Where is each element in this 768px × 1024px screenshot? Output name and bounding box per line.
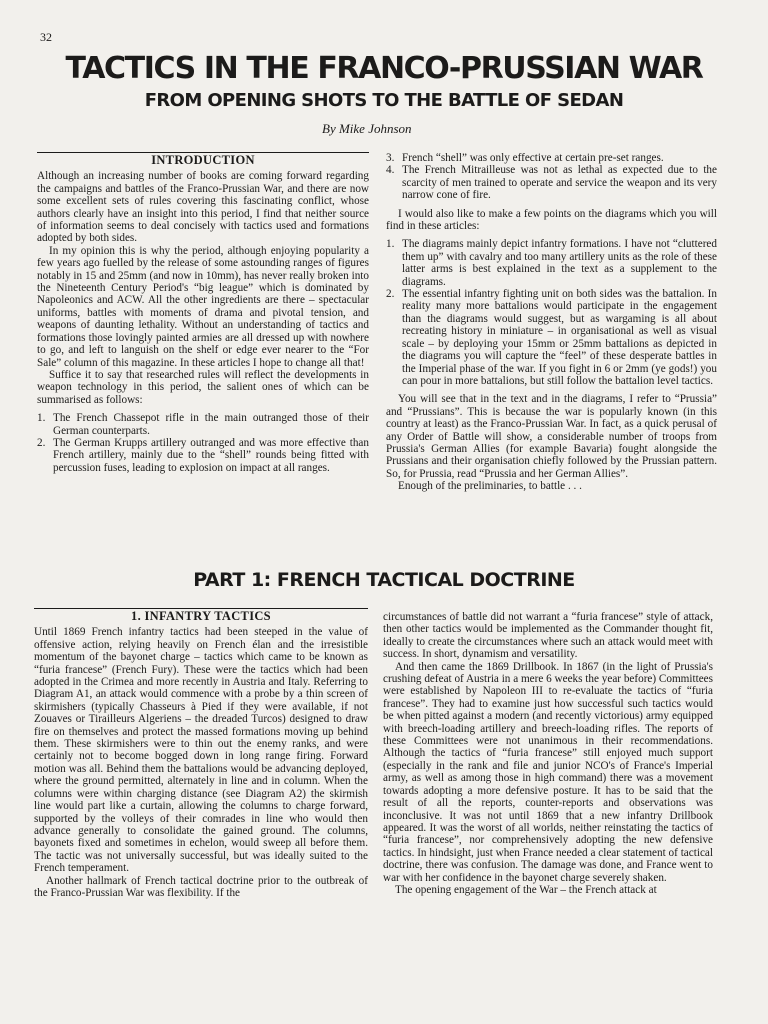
list-number: 2. <box>37 436 46 449</box>
list-number: 1. <box>386 238 395 251</box>
article-subtitle: FROM OPENING SHOTS TO THE BATTLE OF SEDAN <box>144 90 624 111</box>
infantry-paragraph: The opening engagement of the War – the French attack at <box>395 883 657 896</box>
list-number: 2. <box>386 288 395 301</box>
list-item <box>386 164 717 201</box>
article-title: TACTICS IN THE FRANCO-PRUSSIAN WAR <box>65 51 703 86</box>
list-item <box>386 288 717 387</box>
infantry-left-column <box>34 608 368 978</box>
page-number: 32 <box>40 30 52 44</box>
list-text: The German Krupps artillery outranged and was more effective than French artillery, mainly due to the “shell” rounds being fitted with percussion fuses, leading to explosion on impact at all ranges. <box>53 436 369 474</box>
list-number: 1. <box>37 412 46 425</box>
infantry-paragraph: And then came the 1869 Drillbook. In 1867 (in the light of Prussia's crushing defeat of Austria in a mere 6 weeks the year before) Committees were established by Napoleon III to re-evaluate the tactics of “furia francese”. They had to examine just how successful such tactics would be when pitted against a modern (and recently victorious) army equipped with breech-loading artillery and breech-loading rifles. The reports of these Committees were not unanimous in their recommendations. Although the tactics of “furia francese” still enjoyed much support (especially in the rank and file and junior NCO's of France's Imperial army, as well as among those in high command) there was a movement towards adopting a more defensive posture. It has to be said that the result of all the reports, counter-reports and observations was inconclusive. It was not until 1869 that a new infantry Drillbook appeared. It was the worst of all worlds, neither reinstating the tactics of “furia francese”, nor comprehensively adopting the new defensive tactics. In hindsight, just when France needed a clear statement of tactical doctrine, there was confusion. The damage was done, and France went to war with her confidence in the bayonet charge severely shaken. <box>383 660 713 884</box>
weapons-list <box>37 412 369 474</box>
intro-paragraph: Suffice it to say that researched rules will reflect the developments in weapon technology in this period, the salient ones of which can be summarised as follows: <box>37 368 369 406</box>
list-text: The essential infantry fighting unit on both sides was the battalion. In reality many more battalions would participate in the engagement than the diagrams would suggest, but as wargaming is all about recreating history in miniature – in organisational as well as visual scale – by deploying your 15mm or 25mm battalions as depicted in the diagrams you will capture the “feel” of these desperate battles in the Imperial phase of the war. If you fight in 6 or 2mm (ye gods!) you can pour in more battalions, but still follow the battalion level tactics. <box>402 288 717 387</box>
list-item <box>37 437 369 474</box>
intro-paragraph: Although an increasing number of books are coming forward regarding the campaigns and battles of the Franco-Prussian War, and there are now some excellent sets of rules covering this fascinating conflict, whose authors clearly have an insight into this period, I find that neither source of information seems to deal concisely with tactics used and formations adopted by both sides. <box>37 170 369 245</box>
infantry-right-column <box>383 611 713 978</box>
intro-right-column <box>386 152 717 562</box>
introduction-heading: INTRODUCTION <box>37 152 369 166</box>
list-text: The French Mitrailleuse was not as lethal as expected due to the scarcity of men trained to operate and service the weapon and its very narrow cone of fire. <box>402 164 717 202</box>
list-item <box>386 152 717 164</box>
intro-paragraph: You will see that in the text and in the diagrams, I refer to “Prussia” and “Prussians”. This is because the war is popularly known (in this country at least) as the Franco-Prussian War. In fact, as a quick perusal of any Order of Battle will show, a considerable number of troops from Prussia's German Allies (for example Bavaria) fought alongside the Prussians and their organisation chiefly followed by the Prussian pattern. So, for Prussia, read “Prussia and her German Allies”. <box>386 393 717 480</box>
infantry-paragraph: Until 1869 French infantry tactics had been steeped in the value of offensive action, relying heavily on French élan and the irresistible momentum of the bayonet charge – tactics which came to be known as “furia francese” (French Fury). These were the tactics which had been adopted in the Crimea and more recently in Austria and Italy. Referring to Diagram A1, an attack would commence with a probe by a thin screen of skirmishers (typically Chasseurs à Pied if they were available, if not Zouaves or Tirailleurs Algeriens – the dreaded Turcos) designed to draw fire on themselves and protect the massed formations moving up behind them. These skirmishers were to thin out the enemy ranks, and were certainly not to become bogged down in long range firing. Forward motion was all. Behind them the battalions would be advancing deployed, where the ground permitted, alternately in line and in column. When the columns were within charging distance (see Diagram A2) the skirmish line would part like a curtain, allowing the columns to charge forward, supported by the volleys of their comrades in line who would then advance generally to consolidate the gained ground. The columns, bayonets fixed and sometimes in echelon, would sweep all before them. The tactic was not universally successful, but was ideally suited to the French temperament. <box>34 626 368 875</box>
diagram-intro-paragraph: I would also like to make a few points on the diagrams which you will find in these articles: <box>386 207 717 233</box>
list-number: 4. <box>386 164 395 177</box>
intro-paragraph: Enough of the preliminaries, to battle . . . <box>398 480 582 493</box>
diagram-points-list <box>386 238 717 387</box>
list-text: The diagrams mainly depict infantry formations. I have not “cluttered them up” with cavalry and too many artillery units as the role of these latter arms is best explained in the text as a supplement to the diagrams. <box>402 238 717 288</box>
list-item <box>37 412 369 437</box>
infantry-paragraph: Another hallmark of French tactical doctrine prior to the outbreak of the Franco-Prussian War was flexibility. If the <box>34 874 368 899</box>
infantry-tactics-heading: 1. INFANTRY TACTICS <box>34 608 368 622</box>
intro-left-column <box>37 152 369 562</box>
part-title: PART 1: FRENCH TACTICAL DOCTRINE <box>193 569 575 591</box>
list-number: 3. <box>386 152 395 164</box>
list-text: The French Chassepot rifle in the main outranged those of their German counterparts. <box>53 412 369 437</box>
infantry-paragraph: circumstances of battle did not warrant a “furia francese” style of attack, then other tactics would be implemented as the Commander thought fit, ideally to create the circumstances where such an attack would meet with success. In short, dynamism and versatility. <box>383 611 713 661</box>
list-text: French “shell” was only effective at certain pre-set ranges. <box>402 152 664 164</box>
list-item <box>386 238 717 288</box>
intro-paragraph: In my opinion this is why the period, although enjoying popularity a few years ago fuelled by the release of some astounding ranges of figures notably in 15 and 25mm (and now in 10mm), has never really broken into the Nineteenth Century Period's “big league” which is dominated by Napoleonics and ACW. All the other ingredients are there – spectacular uniforms, battles with moments of drama and pivotal tension, and weapons of daunting lethality. Without an understanding of tactics and formations those lovingly painted armies are all dressed up with nowhere to go, and left to languish on the shelf or edge ever nearer to the “For Sale” column of this magazine. In these articles I hope to change all that! <box>37 244 369 369</box>
byline: By Mike Johnson <box>322 121 412 136</box>
weapons-list-continued <box>386 152 717 202</box>
